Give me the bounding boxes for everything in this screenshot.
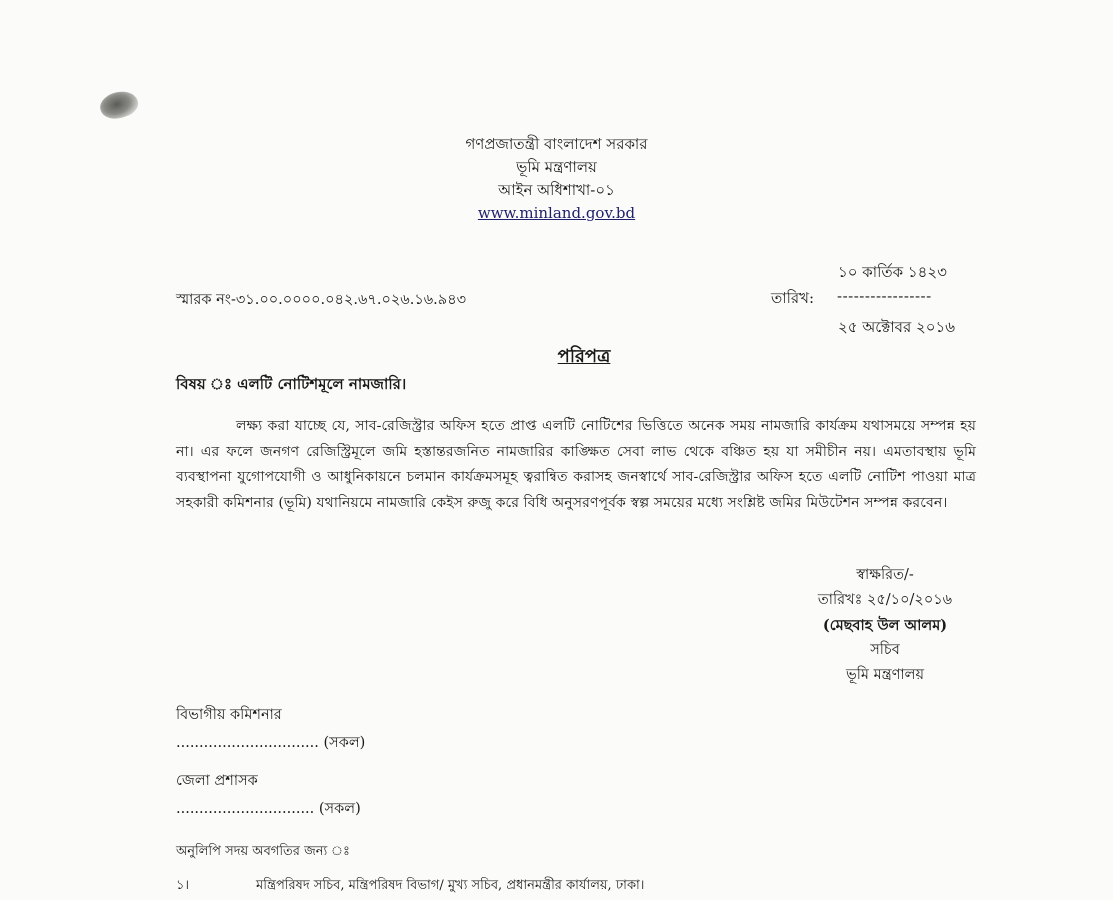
recipient-divisional-commissioner-all: ............................... (সকল) — [176, 735, 366, 751]
signed-mark: স্বাক্ষরিত/- — [856, 567, 914, 583]
signature-date: তারিখঃ ২৫/১০/২০১৬ — [817, 592, 953, 608]
signatory-office: ভূমি মন্ত্রণালয় — [845, 667, 925, 683]
date-label: তারিখ: — [771, 289, 815, 307]
recipient-deputy-commissioner-all: .............................. (সকল) — [176, 801, 361, 817]
signatory-designation: সচিব — [870, 642, 900, 658]
government-header — [0, 133, 1113, 225]
punch-hole — [97, 87, 141, 123]
circular-title: পরিপত্র — [557, 346, 611, 367]
recipient-deputy-commissioner: জেলা প্রশাসক — [176, 773, 258, 789]
header-section: আইন অধিশাখা-০১ — [498, 181, 615, 199]
copy-item-number: ১। — [176, 878, 190, 893]
date-bangla: ১০ কার্তিক ১৪২৩ — [838, 263, 947, 281]
signatory-name: (মেছবাহ উল আলম) — [822, 617, 948, 634]
header-government-name: গণপ্রজাতন্ত্রী বাংলাদেশ সরকার — [465, 135, 648, 153]
copy-label: অনুলিপি সদয় অবগতির জন্য ঃ — [176, 844, 350, 859]
body-paragraph: লক্ষ্য করা যাচ্ছে যে, সাব-রেজিস্ট্রার অফিস হতে প্রাপ্ত এলটি নোটিশের ভিত্তিতে অনেক সময় নামজারি কার্যক্রম যথাসময়ে সম্পন্ন হয় না। এর ফলে জনগণ রেজিস্ট্রিমূলে জমি হস্তান্তরজনিত নামজারির কাঙ্ক্ষিত সেবা লাভ থেকে বঞ্চিত হয় যা সমীচীন নয়। এমতাবস্থায় ভূমি ব্যবস্থাপনা যুগোপযোগী ও আধুনিকায়নে চলমান কার্যক্রমসমূহ ত্বরান্বিত করাসহ জনস্বার্থে সাব-রেজিস্ট্রার অফিস হতে এলটি নোটিশ পাওয়া মাত্র সহকারী কমিশনার (ভূমি) যথানিয়মে নামজারি কেইস রুজু করে বিধি অনুসরণপূর্বক স্বল্প সময়ের মধ্যে সংশ্লিষ্ট জমির মিউটেশন সম্পন্ন করবেন। — [176, 418, 976, 511]
signature-block — [760, 563, 1010, 688]
memo-ref-number: স্মারক নং-৩১.০০.০০০০.০৪২.৬৭.০২৬.১৬.৯৪৩ — [176, 292, 467, 308]
subject-line: বিষয় ঃ এলটি নোটিশমূলে নামজারি। — [176, 375, 407, 393]
date-separator: ----------------- — [837, 287, 932, 305]
date-english: ২৫ অক্টোবর ২০১৬ — [838, 318, 956, 336]
header-ministry: ভূমি মন্ত্রণালয় — [516, 158, 597, 176]
recipient-divisional-commissioner: বিভাগীয় কমিশনার — [176, 707, 282, 723]
website-link[interactable]: www.minland.gov.bd — [477, 204, 636, 222]
copy-item-text: মন্ত্রিপরিষদ সচিব, মন্ত্রিপরিষদ বিভাগ/ মুখ্য সচিব, প্রধানমন্ত্রীর কার্যালয়, ঢাকা। — [256, 878, 645, 893]
